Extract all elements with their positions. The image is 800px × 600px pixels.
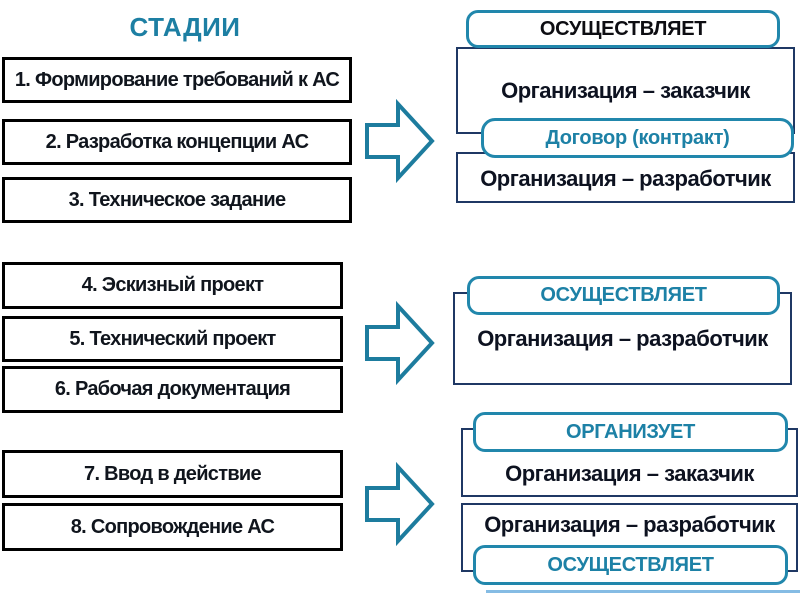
group3-customer-label: Организация – заказчик — [505, 460, 754, 486]
group3-header-badge: ОРГАНИЗУЕТ — [473, 412, 788, 452]
group1-developer-label: Организация – разработчик — [480, 166, 771, 191]
flow-arrow-icon-3 — [364, 460, 436, 548]
stage-box-3: 3. Техническое задание — [2, 177, 352, 223]
stage-box-4: 4. Эскизный проект — [2, 262, 343, 309]
stage-box-2: 2. Разработка концепции АС — [2, 119, 352, 165]
flow-arrow-icon-2 — [364, 299, 436, 387]
group3-footer-badge: ОСУЩЕСТВЛЯЕТ — [473, 545, 788, 585]
group1-header-badge: ОСУЩЕСТВЛЯЕТ — [466, 10, 780, 48]
stage-box-6: 6. Рабочая документация — [2, 366, 343, 413]
group2-developer-label: Организация – разработчик — [477, 326, 768, 351]
group1-customer-label: Организация – заказчик — [501, 77, 750, 103]
stage-box-5: 5. Технический проект — [2, 316, 343, 362]
stage-box-1: 1. Формирование требований к АС — [2, 57, 352, 103]
bottom-accent-line — [486, 590, 800, 593]
group1-contract-badge: Договор (контракт) — [481, 118, 794, 158]
stage-box-7: 7. Ввод в действие — [2, 450, 343, 498]
group2-header-badge: ОСУЩЕСТВЛЯЕТ — [467, 276, 780, 315]
stage-box-8: 8. Сопровождение АС — [2, 503, 343, 551]
group3-developer-label: Организация – разработчик — [484, 512, 775, 537]
page-title: СТАДИИ — [129, 12, 241, 42]
flow-arrow-icon-1 — [364, 97, 436, 185]
